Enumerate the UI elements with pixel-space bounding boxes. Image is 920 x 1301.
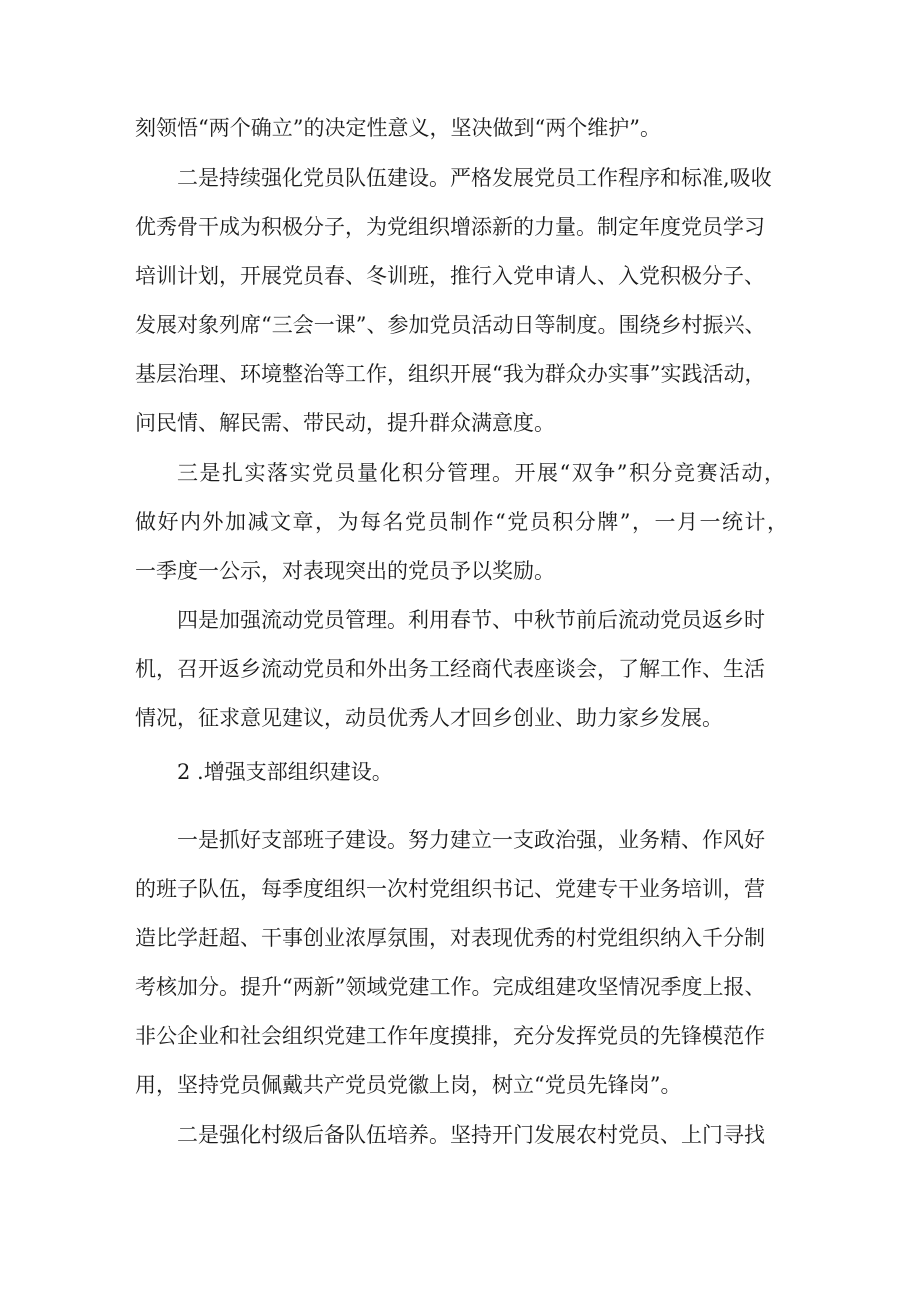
paragraph-line: 四是加强流动党员管理。利用春节、中秋节前后流动党员返乡时: [177, 608, 765, 632]
paragraph-line: 二是持续强化党员队伍建设。严格发展党员工作程序和标准,吸收: [177, 166, 772, 190]
paragraph-line: 的班子队伍，每季度组织一次村党组织书记、党建专干业务培训，营: [135, 877, 765, 901]
section-heading: 2 .增强支部组织建设。: [177, 760, 393, 784]
paragraph-line: 刻领悟“两个确立”的决定性意义，坚决做到“两个维护”。: [135, 116, 661, 140]
paragraph-line: 基层治理、环境整治等工作，组织开展“我为群众办实事”实践活动，: [135, 362, 766, 386]
paragraph-line: 三是扎实落实党员量化积分管理。开展“双争”积分竞赛活动，: [177, 461, 787, 485]
paragraph-line: 造比学赶超、干事创业浓厚氛围，对表现优秀的村党组织纳入千分制: [135, 926, 765, 950]
paragraph-line: 情况，征求意见建议，动员优秀人才回乡创业、助力家乡发展。: [135, 706, 723, 730]
paragraph-line: 做好内外加减文章，为每名党员制作“党员积分牌”，一月一统计，: [135, 510, 790, 534]
paragraph-line: 优秀骨干成为积极分子，为党组织增添新的力量。制定年度党员学习: [135, 215, 765, 239]
paragraph-line: 非公企业和社会组织党建工作年度摸排，充分发挥党员的先锋模范作: [135, 1024, 765, 1048]
paragraph-line: 机，召开返乡流动党员和外出务工经商代表座谈会，了解工作、生活: [135, 657, 765, 681]
paragraph-line: 一季度一公示，对表现突出的党员予以奖励。: [135, 559, 555, 583]
paragraph-line: 用，坚持党员佩戴共产党员党徽上岗，树立“党员先锋岗”。: [135, 1073, 682, 1097]
paragraph-line: 培训计划，开展党员春、冬训班，推行入党申请人、入党积极分子、: [135, 264, 765, 288]
paragraph-line: 一是抓好支部班子建设。努力建立一支政治强，业务精、作风好: [177, 828, 765, 852]
paragraph-line: 二是强化村级后备队伍培养。坚持开门发展农村党员、上门寻找: [177, 1123, 765, 1147]
paragraph-line: 发展对象列席“三会一课”、参加党员活动日等制度。围绕乡村振兴、: [135, 313, 766, 337]
paragraph-line: 考核加分。提升“两新”领域党建工作。完成组建攻坚情况季度上报、: [135, 975, 766, 999]
paragraph-line: 问民情、解民需、带民动，提升群众满意度。: [135, 411, 555, 435]
